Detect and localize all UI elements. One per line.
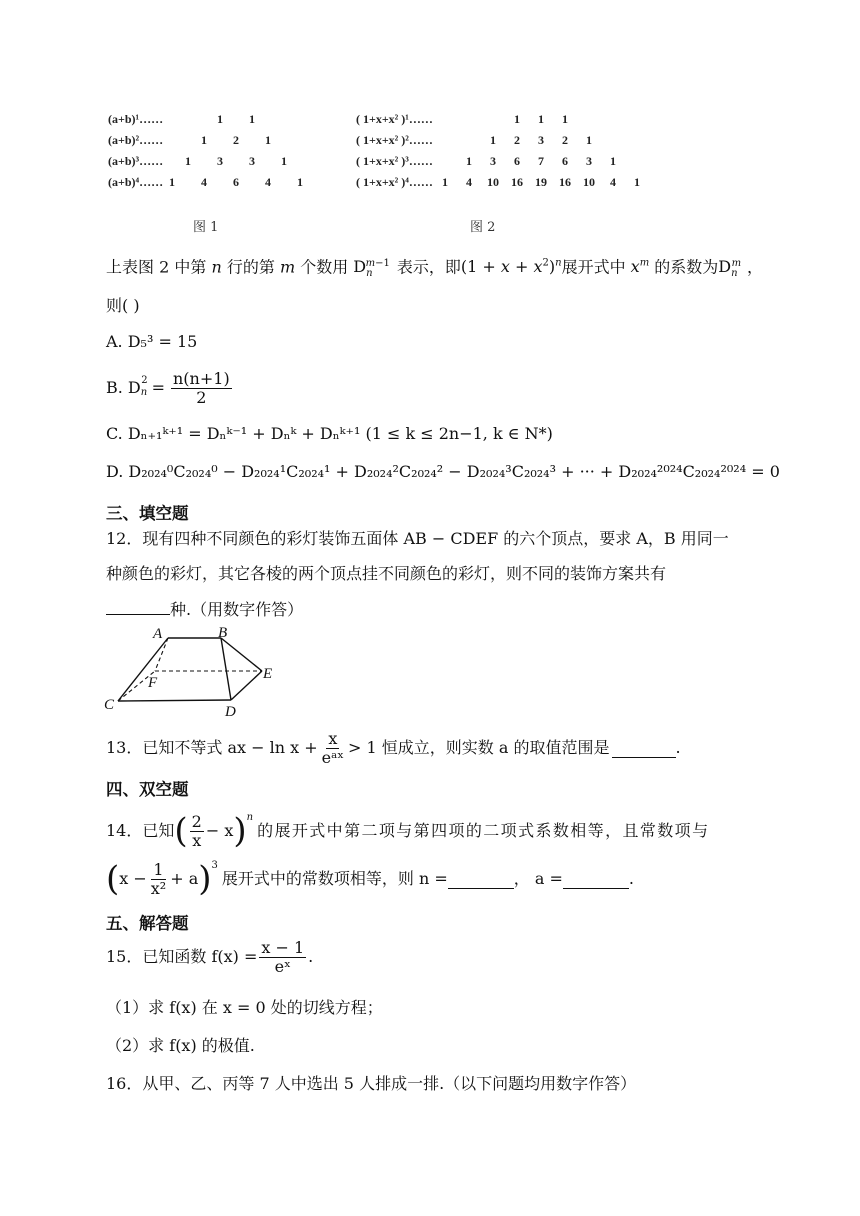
q15-part-2: （2）求 f(x) 的极值. bbox=[106, 1036, 255, 1055]
edge-cd bbox=[118, 700, 231, 701]
q11-d-notation: $D_n^{m-1}$ bbox=[348, 257, 390, 280]
triangle-coefficient: 1 bbox=[466, 154, 472, 168]
q11-dnm: $D_n^m$ bbox=[718, 257, 742, 280]
q14-paren-right: ) bbox=[233, 811, 247, 851]
q13-fraction-numerator: x bbox=[328, 728, 338, 748]
triangle-coefficient: 10 bbox=[487, 175, 499, 189]
q11-option-b-denominator: 2 bbox=[196, 387, 207, 407]
triangle-coefficient: 2 bbox=[233, 133, 239, 147]
triangle-coefficient: 1 bbox=[610, 154, 616, 168]
q11-option-a: A. D₅³ = 15 bbox=[106, 332, 198, 351]
q11-option-b-prefix: B. D bbox=[106, 378, 141, 397]
vertex-label-a: A bbox=[153, 626, 163, 642]
triangle-row-label: ( 1+x+x² )⁴…… bbox=[356, 175, 433, 189]
triangle-row-label: (a+b)²…… bbox=[108, 133, 164, 147]
triangle-coefficient: 1 bbox=[490, 133, 496, 147]
q11-stem bbox=[106, 252, 763, 287]
triangle-coefficient: 1 bbox=[169, 175, 175, 189]
edge-ac bbox=[118, 638, 168, 701]
q13-line bbox=[106, 726, 681, 770]
triangle-coefficient: 1 bbox=[586, 133, 592, 147]
triangle-coefficient: 1 bbox=[562, 112, 568, 126]
triangle-row-label: ( 1+x+x² )²…… bbox=[356, 133, 433, 147]
triangle-row-label: ( 1+x+x² )³…… bbox=[356, 154, 433, 168]
q15-fraction-numerator: x − 1 bbox=[261, 937, 305, 957]
q11-text-e: 展开式中 bbox=[561, 257, 626, 277]
pentahedron-figure bbox=[100, 624, 290, 720]
q15-line bbox=[106, 934, 313, 980]
q15-end: . bbox=[308, 947, 314, 966]
q14-middle-text: 的展开式中第二项与第四项的二项式系数相等，且常数项与 bbox=[257, 821, 710, 840]
triangle-coefficient: 1 bbox=[538, 112, 544, 126]
q12-line-3 bbox=[106, 596, 303, 622]
triangle-coefficient: 4 bbox=[265, 175, 271, 189]
q13-end: . bbox=[675, 738, 681, 757]
q11-text-d: 表示，即 bbox=[396, 257, 461, 277]
triangle-coefficient: 1 bbox=[217, 112, 223, 126]
triangle-coefficient: 2 bbox=[562, 133, 568, 147]
section-heading-solutions: 五、解答题 bbox=[106, 914, 189, 933]
q14-exponent-2: 3 bbox=[211, 860, 218, 871]
q13-fraction-denominator: eᵃˣ bbox=[321, 747, 345, 767]
q14-paren-left: ( bbox=[174, 811, 188, 851]
q11-text-g: ， bbox=[747, 257, 764, 277]
vertex-label-f: F bbox=[148, 675, 158, 691]
triangle-coefficient: 6 bbox=[514, 154, 520, 168]
q14-fraction-2 bbox=[149, 861, 168, 898]
q15-fraction bbox=[259, 939, 306, 976]
triangle-coefficient: 1 bbox=[281, 154, 287, 168]
q14-answer-blank-n[interactable] bbox=[448, 870, 514, 889]
q14-separator: ， a = bbox=[513, 869, 563, 888]
triangle-coefficient: 3 bbox=[538, 133, 544, 147]
q14-answer-blank-a[interactable] bbox=[563, 870, 629, 889]
q11-var-m: m bbox=[279, 257, 296, 277]
q14-fraction bbox=[190, 813, 204, 850]
triangle-coefficient: 1 bbox=[201, 133, 207, 147]
triangle-coefficient: 1 bbox=[265, 133, 271, 147]
q11-text-f: 的系数为 bbox=[654, 257, 719, 277]
vertex-label-d: D bbox=[225, 704, 236, 720]
q11-option-b-numerator: n(n+1) bbox=[173, 368, 230, 388]
figure-1-caption: 图 1 bbox=[193, 220, 219, 235]
edge-bd bbox=[221, 638, 231, 700]
triangle-coefficient: 16 bbox=[511, 175, 523, 189]
q14-end: . bbox=[628, 869, 634, 888]
q14-fraction-2-denominator: x² bbox=[150, 878, 167, 898]
q15-fraction-denominator: eˣ bbox=[274, 956, 291, 976]
q14-inner: − x bbox=[205, 821, 234, 840]
q11-text-b: 行的第 bbox=[221, 257, 280, 277]
triangle-coefficient: 1 bbox=[634, 175, 640, 189]
triangle-coefficient: 1 bbox=[297, 175, 303, 189]
vertex-label-b: B bbox=[218, 625, 228, 641]
q14-fraction-denominator: x bbox=[192, 830, 202, 850]
triangle-coefficient: 6 bbox=[233, 175, 239, 189]
section-heading-double-blank: 四、双空题 bbox=[106, 780, 189, 799]
q14-fraction-numerator: 2 bbox=[191, 811, 202, 831]
figure-1-table bbox=[108, 112, 318, 192]
triangle-row-label: ( 1+x+x² )¹…… bbox=[356, 112, 433, 126]
triangle-coefficient: 3 bbox=[249, 154, 255, 168]
q11-ask: 则( ) bbox=[106, 296, 140, 315]
triangle-row-label: (a+b)³…… bbox=[108, 154, 164, 168]
triangle-coefficient: 1 bbox=[249, 112, 255, 126]
triangle-coefficient: 4 bbox=[466, 175, 472, 189]
q12-line-2: 种颜色的彩灯，其它各棱的两个顶点挂不同颜色的彩灯，则不同的装饰方案共有 bbox=[106, 564, 667, 583]
q11-option-b: B. D $_n$ 2 = $\frac{n(n+1)}{2}$ bbox=[106, 368, 230, 407]
q14-paren2-left: ( bbox=[106, 859, 120, 899]
q14-p2-b: + a bbox=[170, 869, 199, 888]
triangle-coefficient: 3 bbox=[490, 154, 496, 168]
q14-prefix: 14．已知 bbox=[106, 821, 175, 840]
triangle-coefficient: 10 bbox=[583, 175, 595, 189]
vertex-label-e: E bbox=[263, 666, 273, 682]
section-heading-fill-in: 三、填空题 bbox=[106, 504, 189, 523]
triangle-coefficient: 4 bbox=[201, 175, 207, 189]
q13-prefix: 13．已知不等式 ax − ln x + bbox=[106, 738, 318, 757]
triangle-coefficient: 16 bbox=[559, 175, 571, 189]
q16-line: 16．从甲、乙、丙等 7 人中选出 5 人排成一排.（以下问题均用数字作答） bbox=[106, 1074, 637, 1093]
q14-line-2 bbox=[106, 854, 634, 904]
q14-fraction-2-numerator: 1 bbox=[153, 859, 164, 879]
triangle-row-label: (a+b)¹…… bbox=[108, 112, 164, 126]
q11-option-d: D. D₂₀₂₄⁰C₂₀₂₄⁰ − D₂₀₂₄¹C₂₀₂₄¹ + D₂₀₂₄²C₂₀₂₄² − D₂₀₂₄³C₂₀₂₄³ + ··· + D₂₀₂₄²⁰²⁴C₂₀₂₄²⁰²⁴ = 0 bbox=[106, 462, 780, 481]
q11-var-n: n bbox=[211, 257, 222, 277]
figure-2-caption: 图 2 bbox=[470, 220, 496, 235]
q12-answer-blank[interactable] bbox=[106, 596, 170, 615]
edge-be bbox=[221, 638, 262, 671]
q11-xm: $x^m$ bbox=[625, 257, 650, 277]
q14-exponent: n bbox=[246, 812, 254, 823]
triangle-coefficient: 1 bbox=[442, 175, 448, 189]
figure-2-table bbox=[356, 112, 656, 192]
triangle-coefficient: 3 bbox=[586, 154, 592, 168]
q13-suffix: > 1 恒成立，则实数 a 的取值范围是 bbox=[348, 738, 610, 757]
q12-line-1: 12．现有四种不同颜色的彩灯装饰五面体 AB − CDEF 的六个顶点，要求 A，B 用同一 bbox=[106, 529, 729, 548]
triangle-coefficient: 7 bbox=[538, 154, 544, 168]
triangle-coefficient: 3 bbox=[217, 154, 223, 168]
q11-expansion: $(1 + x + x^2)^n$ bbox=[460, 257, 562, 277]
edge-de bbox=[231, 671, 262, 700]
triangle-row-label: (a+b)⁴…… bbox=[108, 175, 164, 189]
q15-part-1: （1）求 f(x) 在 x = 0 处的切线方程； bbox=[106, 998, 383, 1017]
q11-option-b-fraction bbox=[171, 370, 232, 407]
triangle-coefficient: 6 bbox=[562, 154, 568, 168]
q14-line-1 bbox=[106, 806, 709, 856]
q11-option-c: C. Dₙ₊₁ᵏ⁺¹ = Dₙᵏ⁻¹ + Dₙᵏ + Dₙᵏ⁺¹ (1 ≤ k ≤ 2n−1, k ∈ N*) bbox=[106, 424, 553, 443]
q13-fraction bbox=[320, 730, 346, 767]
q15-prefix: 15．已知函数 f(x) = bbox=[106, 947, 258, 966]
triangle-coefficient: 1 bbox=[514, 112, 520, 126]
triangle-coefficient: 2 bbox=[514, 133, 520, 147]
q11-text-a: 上表图 2 中第 bbox=[106, 257, 212, 277]
triangle-coefficient: 4 bbox=[610, 175, 616, 189]
vertex-label-c: C bbox=[104, 697, 115, 713]
q11-text-c: 个数用 bbox=[295, 257, 349, 277]
edge-af-hidden bbox=[155, 638, 168, 671]
q14-paren2-right: ) bbox=[198, 859, 212, 899]
triangle-coefficient: 19 bbox=[535, 175, 547, 189]
q13-answer-blank[interactable] bbox=[612, 739, 676, 758]
q14-p2-a: x − bbox=[119, 869, 147, 888]
q14-tail: 展开式中的常数项相等，则 n = bbox=[221, 869, 448, 888]
triangle-coefficient: 1 bbox=[185, 154, 191, 168]
q12-line-3-text: 种.（用数字作答） bbox=[170, 600, 304, 619]
